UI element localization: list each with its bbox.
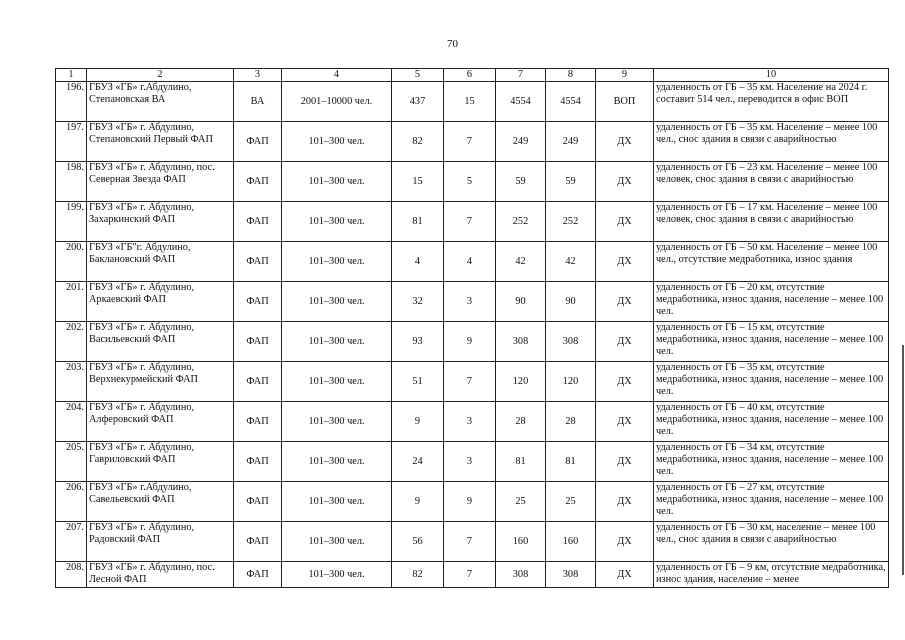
value-col-6: 3 bbox=[444, 402, 496, 442]
table-row bbox=[56, 82, 889, 122]
value-col-5: 437 bbox=[392, 82, 444, 122]
planned-action: ДХ bbox=[596, 562, 654, 588]
row-number: 208. bbox=[56, 562, 87, 588]
facility-name: ГБУЗ «ГБ» г. Абдулино, Захаркинский ФАП bbox=[87, 202, 234, 242]
row-number: 198. bbox=[56, 162, 87, 202]
table-row bbox=[56, 322, 889, 362]
value-col-5: 81 bbox=[392, 202, 444, 242]
page-edge-shadow bbox=[902, 345, 904, 575]
value-col-8: 59 bbox=[546, 162, 596, 202]
table-row bbox=[56, 202, 889, 242]
value-col-6: 7 bbox=[444, 522, 496, 562]
value-col-8: 4554 bbox=[546, 82, 596, 122]
facility-name: ГБУЗ «ГБ» г. Абдулино, Аркаевский ФАП bbox=[87, 282, 234, 322]
table-row bbox=[56, 242, 889, 282]
column-header: 1 bbox=[56, 69, 87, 82]
column-header-row bbox=[56, 69, 889, 82]
rationale-note: удаленность от ГБ – 15 км, отсутствие медработника, износ здания, население – менее 100 чел. bbox=[654, 322, 889, 362]
table-body bbox=[56, 69, 889, 588]
value-col-6: 5 bbox=[444, 162, 496, 202]
planned-action: ДХ bbox=[596, 402, 654, 442]
rationale-note: удаленность от ГБ – 50 км. Население – менее 100 чел., отсутствие медработника, износ здания bbox=[654, 242, 889, 282]
value-col-8: 42 bbox=[546, 242, 596, 282]
value-col-5: 51 bbox=[392, 362, 444, 402]
planned-action: ДХ bbox=[596, 162, 654, 202]
value-col-8: 25 bbox=[546, 482, 596, 522]
value-col-7: 90 bbox=[496, 282, 546, 322]
value-col-6: 9 bbox=[444, 322, 496, 362]
row-number: 204. bbox=[56, 402, 87, 442]
value-col-8: 249 bbox=[546, 122, 596, 162]
value-col-8: 160 bbox=[546, 522, 596, 562]
value-col-6: 7 bbox=[444, 362, 496, 402]
value-col-5: 93 bbox=[392, 322, 444, 362]
population-range: 101–300 чел. bbox=[282, 562, 392, 588]
population-range: 101–300 чел. bbox=[282, 162, 392, 202]
population-range: 101–300 чел. bbox=[282, 482, 392, 522]
rationale-note: удаленность от ГБ – 34 км, отсутствие медработника, износ здания, население – менее 100 чел. bbox=[654, 442, 889, 482]
population-range: 2001–10000 чел. bbox=[282, 82, 392, 122]
table-row bbox=[56, 522, 889, 562]
facility-name: ГБУЗ «ГБ» г.Абдулино, Савельевский ФАП bbox=[87, 482, 234, 522]
planned-action: ДХ bbox=[596, 122, 654, 162]
row-number: 206. bbox=[56, 482, 87, 522]
population-range: 101–300 чел. bbox=[282, 242, 392, 282]
planned-action: ДХ bbox=[596, 482, 654, 522]
rationale-note: удаленность от ГБ – 35 км. Население на 2024 г. составит 514 чел., переводится в офис ВОП bbox=[654, 82, 889, 122]
row-number: 203. bbox=[56, 362, 87, 402]
planned-action: ВОП bbox=[596, 82, 654, 122]
rationale-note: удаленность от ГБ – 35 км. Население – менее 100 чел., снос здания в связи с аварийностью bbox=[654, 122, 889, 162]
row-number: 197. bbox=[56, 122, 87, 162]
facility-name: ГБУЗ «ГБ» г. Абдулино, пос. Лесной ФАП bbox=[87, 562, 234, 588]
facility-type: ФАП bbox=[234, 162, 282, 202]
value-col-7: 120 bbox=[496, 362, 546, 402]
column-header: 5 bbox=[392, 69, 444, 82]
value-col-5: 82 bbox=[392, 562, 444, 588]
value-col-7: 308 bbox=[496, 562, 546, 588]
value-col-8: 81 bbox=[546, 442, 596, 482]
value-col-6: 7 bbox=[444, 122, 496, 162]
facility-type: ФАП bbox=[234, 442, 282, 482]
table-row bbox=[56, 562, 889, 588]
facility-type: ФАП bbox=[234, 562, 282, 588]
table-row bbox=[56, 282, 889, 322]
value-col-7: 81 bbox=[496, 442, 546, 482]
population-range: 101–300 чел. bbox=[282, 442, 392, 482]
facility-name: ГБУЗ «ГБ» г. Абдулино, Верхнекурмейский ФАП bbox=[87, 362, 234, 402]
population-range: 101–300 чел. bbox=[282, 282, 392, 322]
table-row bbox=[56, 122, 889, 162]
row-number: 199. bbox=[56, 202, 87, 242]
row-number: 201. bbox=[56, 282, 87, 322]
facility-type: ФАП bbox=[234, 482, 282, 522]
facility-name: ГБУЗ «ГБ» г. Абдулино, Алферовский ФАП bbox=[87, 402, 234, 442]
table-row bbox=[56, 162, 889, 202]
facility-table bbox=[55, 68, 889, 588]
value-col-7: 4554 bbox=[496, 82, 546, 122]
value-col-5: 15 bbox=[392, 162, 444, 202]
population-range: 101–300 чел. bbox=[282, 362, 392, 402]
value-col-6: 7 bbox=[444, 562, 496, 588]
population-range: 101–300 чел. bbox=[282, 402, 392, 442]
facility-name: ГБУЗ «ГБ» г. Абдулино, Радовский ФАП bbox=[87, 522, 234, 562]
facility-name: ГБУЗ «ГБ» г.Абдулино, Степановская ВА bbox=[87, 82, 234, 122]
table-row bbox=[56, 362, 889, 402]
value-col-8: 28 bbox=[546, 402, 596, 442]
value-col-5: 32 bbox=[392, 282, 444, 322]
value-col-7: 25 bbox=[496, 482, 546, 522]
value-col-7: 28 bbox=[496, 402, 546, 442]
facility-type: ФАП bbox=[234, 242, 282, 282]
population-range: 101–300 чел. bbox=[282, 322, 392, 362]
facility-name: ГБУЗ «ГБ» г. Абдулино, пос. Северная Звезда ФАП bbox=[87, 162, 234, 202]
population-range: 101–300 чел. bbox=[282, 122, 392, 162]
value-col-7: 252 bbox=[496, 202, 546, 242]
value-col-5: 9 bbox=[392, 402, 444, 442]
facility-type: ФАП bbox=[234, 402, 282, 442]
value-col-5: 9 bbox=[392, 482, 444, 522]
column-header: 3 bbox=[234, 69, 282, 82]
rationale-note: удаленность от ГБ – 20 км, отсутствие медработника, износ здания, население – менее 100 чел. bbox=[654, 282, 889, 322]
value-col-8: 120 bbox=[546, 362, 596, 402]
table-row bbox=[56, 442, 889, 482]
planned-action: ДХ bbox=[596, 242, 654, 282]
column-header: 4 bbox=[282, 69, 392, 82]
value-col-7: 249 bbox=[496, 122, 546, 162]
value-col-8: 308 bbox=[546, 562, 596, 588]
value-col-6: 3 bbox=[444, 282, 496, 322]
page-number: 70 bbox=[447, 38, 458, 50]
facility-type: ФАП bbox=[234, 522, 282, 562]
value-col-6: 4 bbox=[444, 242, 496, 282]
row-number: 200. bbox=[56, 242, 87, 282]
value-col-5: 82 bbox=[392, 122, 444, 162]
row-number: 202. bbox=[56, 322, 87, 362]
rationale-note: удаленность от ГБ – 35 км, отсутствие медработника, износ здания, население – менее 100 чел. bbox=[654, 362, 889, 402]
facility-type: ВА bbox=[234, 82, 282, 122]
facility-name: ГБУЗ «ГБ» г. Абдулино, Васильевский ФАП bbox=[87, 322, 234, 362]
facility-type: ФАП bbox=[234, 282, 282, 322]
value-col-5: 24 bbox=[392, 442, 444, 482]
value-col-7: 308 bbox=[496, 322, 546, 362]
rationale-note: удаленность от ГБ – 27 км, отсутствие медработника, износ здания, население – менее 100 чел. bbox=[654, 482, 889, 522]
facility-type: ФАП bbox=[234, 122, 282, 162]
row-number: 205. bbox=[56, 442, 87, 482]
column-header: 9 bbox=[596, 69, 654, 82]
rationale-note: удаленность от ГБ – 9 км, отсутствие медработника, износ здания, население – менее bbox=[654, 562, 889, 588]
facility-type: ФАП bbox=[234, 202, 282, 242]
planned-action: ДХ bbox=[596, 442, 654, 482]
table-row bbox=[56, 402, 889, 442]
column-header: 2 bbox=[87, 69, 234, 82]
value-col-6: 15 bbox=[444, 82, 496, 122]
value-col-6: 7 bbox=[444, 202, 496, 242]
value-col-8: 90 bbox=[546, 282, 596, 322]
table-row bbox=[56, 482, 889, 522]
value-col-8: 252 bbox=[546, 202, 596, 242]
value-col-7: 59 bbox=[496, 162, 546, 202]
population-range: 101–300 чел. bbox=[282, 202, 392, 242]
value-col-7: 160 bbox=[496, 522, 546, 562]
value-col-7: 42 bbox=[496, 242, 546, 282]
facility-name: ГБУЗ «ГБ» г. Абдулино, Гавриловский ФАП bbox=[87, 442, 234, 482]
rationale-note: удаленность от ГБ – 30 км, население – менее 100 чел., снос здания в связи с аварийностью bbox=[654, 522, 889, 562]
row-number: 207. bbox=[56, 522, 87, 562]
rationale-note: удаленность от ГБ – 23 км. Население – менее 100 человек, снос здания в связи с аварийностью bbox=[654, 162, 889, 202]
row-number: 196. bbox=[56, 82, 87, 122]
facility-type: ФАП bbox=[234, 322, 282, 362]
value-col-6: 3 bbox=[444, 442, 496, 482]
planned-action: ДХ bbox=[596, 522, 654, 562]
column-header: 8 bbox=[546, 69, 596, 82]
planned-action: ДХ bbox=[596, 282, 654, 322]
value-col-8: 308 bbox=[546, 322, 596, 362]
planned-action: ДХ bbox=[596, 202, 654, 242]
value-col-5: 56 bbox=[392, 522, 444, 562]
value-col-5: 4 bbox=[392, 242, 444, 282]
facility-type: ФАП bbox=[234, 362, 282, 402]
value-col-6: 9 bbox=[444, 482, 496, 522]
column-header: 7 bbox=[496, 69, 546, 82]
facility-name: ГБУЗ «ГБ"г. Абдулино, Баклановский ФАП bbox=[87, 242, 234, 282]
column-header: 10 bbox=[654, 69, 889, 82]
rationale-note: удаленность от ГБ – 17 км. Население – менее 100 человек, снос здания в связи с аварийностью bbox=[654, 202, 889, 242]
planned-action: ДХ bbox=[596, 322, 654, 362]
rationale-note: удаленность от ГБ – 40 км, отсутствие медработника, износ здания, население – менее 100 чел. bbox=[654, 402, 889, 442]
population-range: 101–300 чел. bbox=[282, 522, 392, 562]
planned-action: ДХ bbox=[596, 362, 654, 402]
facility-name: ГБУЗ «ГБ» г. Абдулино, Степановский Первый ФАП bbox=[87, 122, 234, 162]
column-header: 6 bbox=[444, 69, 496, 82]
